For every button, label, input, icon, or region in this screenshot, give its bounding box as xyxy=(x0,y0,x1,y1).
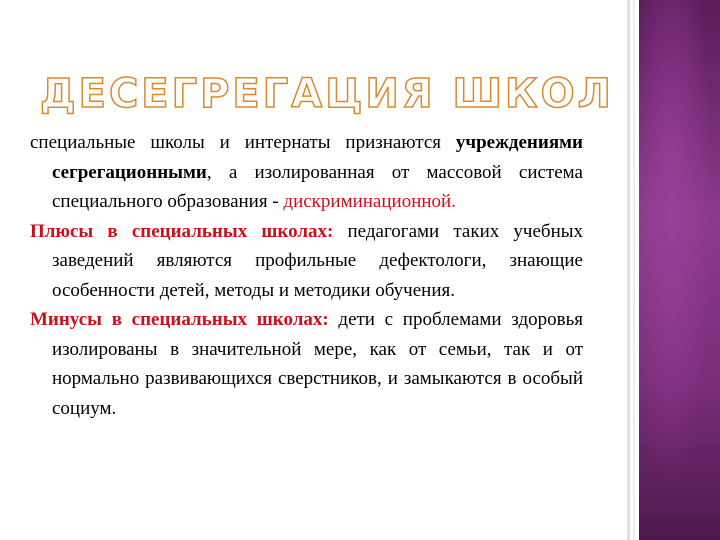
pluses-text: педагогами таких учебных заведений являются профильные дефектологи, знающие особенности детей, методы и методики обучения. xyxy=(52,220,583,301)
paragraph-pluses xyxy=(30,217,583,306)
paragraph-segregation xyxy=(30,128,583,217)
paragraph-1-highlight: дискриминационной. xyxy=(283,191,456,212)
decorative-side-panel xyxy=(639,0,720,540)
slide-title: ДЕСЕГРЕГАЦИЯ ШКОЛ xyxy=(40,71,614,117)
panel-divider-thin xyxy=(633,0,635,540)
pluses-heading: Плюсы в специальных школах: xyxy=(30,220,334,242)
slide-body xyxy=(30,128,583,423)
paragraph-1-text-a: специальные школы и интернаты признаются xyxy=(30,132,456,153)
minuses-text: дети с проблемами здоровья изолированы в значительной мере, как от семьи, так и от нормально развивающихся сверстников, и замыкаются в особый социум. xyxy=(52,309,583,419)
minuses-heading: Минусы в специальных школах: xyxy=(30,309,329,330)
panel-divider xyxy=(627,0,630,540)
paragraph-1-text-b: , а изолированная от массовой система специального образования - xyxy=(52,161,583,212)
paragraph-1-bold: учреждениями сегрегационными xyxy=(52,132,583,183)
paragraph-minuses xyxy=(30,305,583,423)
